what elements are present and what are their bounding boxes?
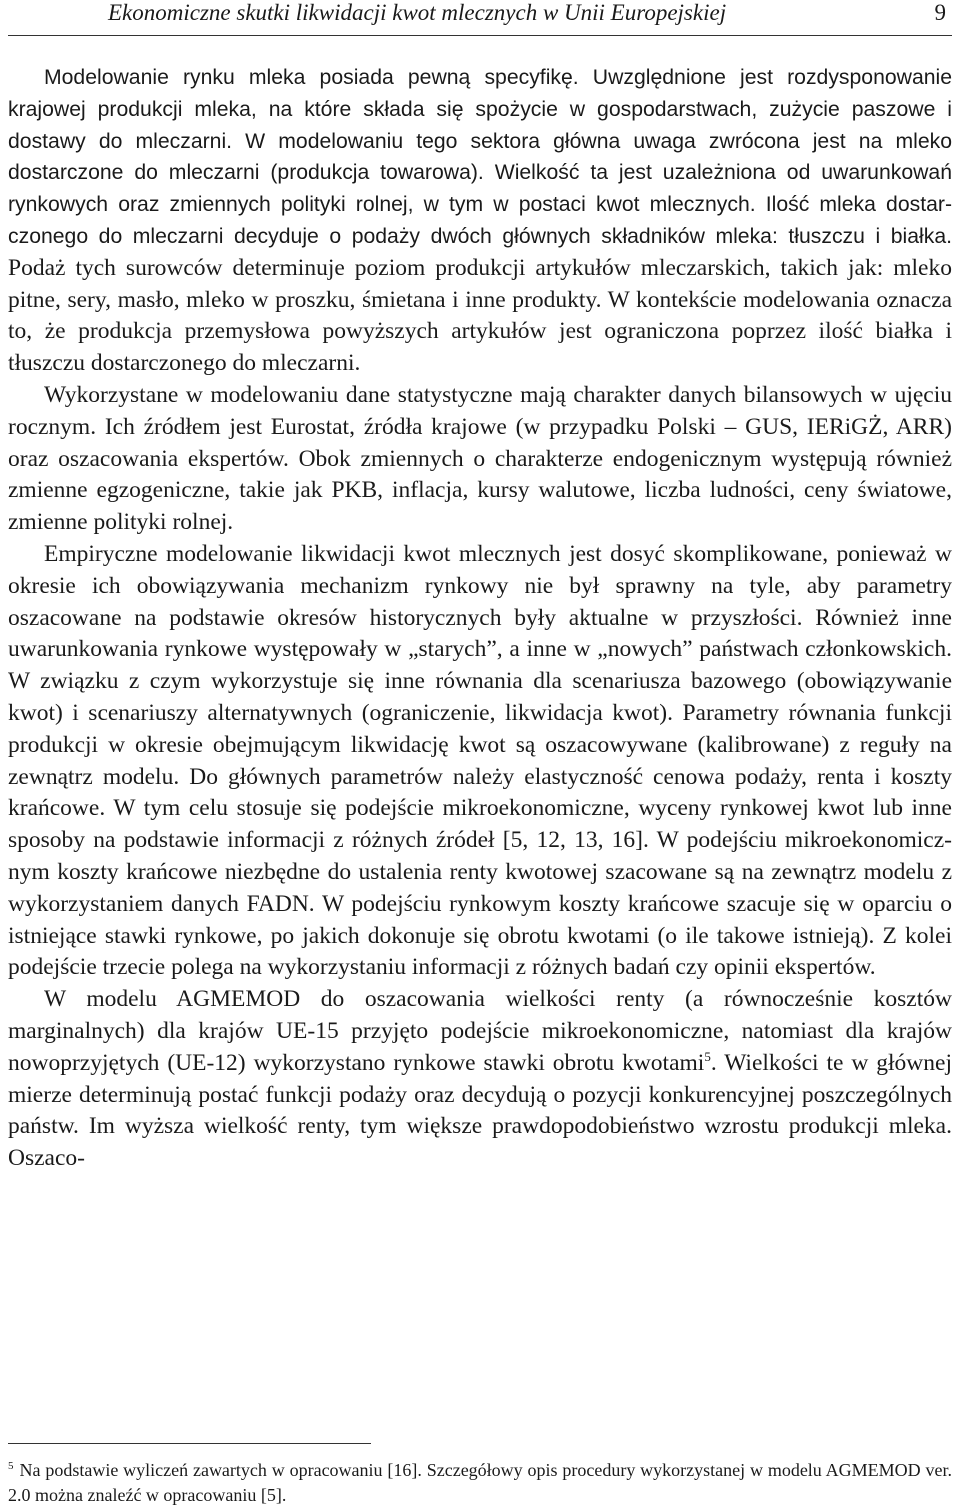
- footnote-reference: 5: [704, 1048, 711, 1064]
- header-title: Ekonomiczne skutki likwidacji kwot mlecznych w Unii Europejskiej: [108, 0, 727, 25]
- paragraph-1-serif-part: Podaż tych surowców determinuje poziom produkcji artykułów mleczarskich, takich jak: mleko pitne, sery, masło, mleko w proszku, śmietana i inne produkty. W kontekście modelowania oznacza to, że produkcja przemysłowa powyższych artykułów jest ograniczona poprzez ilość białka i tłuszczu dostarczonego do mleczarni.: [8, 254, 952, 377]
- paragraph-1-sans-part: Modelowanie rynku mleka posiada pewną specyfikę. Uwzględnione jest rozdysponowanie krajowej produkcji mleka, na które składa się spożycie w gospodarstwach, zużycie paszowe i dostawy do mleczarni. W modelowaniu tego sektora główna uwaga zwrócona jest na mleko dostarczone do mleczarni (produkcja towarowa). Wielkość ta jest uzależniona od uwarunkowań rynkowych oraz zmiennych polityki rolnej, w tym w postaci kwot mlecznych. Ilość mleka dostarczonego do mleczarni decyduje o podaży dwóch głównych składników mleka: tłuszczu i białka.: [8, 66, 952, 248]
- footnote-marker: 5: [8, 1460, 14, 1472]
- page-number: 9: [934, 0, 946, 25]
- paragraph-4-part-b: . Wielkości te w głównej mierze determinują postać funkcji podaży oraz decydują o pozycji konkurencyjnej poszczególnych państw. Im wyższa wielkość renty, tym większe prawdopodobieństwo wzrostu produkcji mleka. Oszaco-: [8, 1049, 952, 1172]
- paragraph-4-part-a: W modelu AGMEMOD do oszacowania wielkości renty (a równocześnie kosztów marginalnych) dla krajów UE-15 przyjęto podejście mikroekonomiczne, natomiast dla krajów nowoprzyjętych (UE-12) wykorzystano rynkowe stawki obrotu kwotami: [8, 986, 952, 1076]
- running-header: [8, 0, 952, 36]
- footnote-text: Na podstawie wyliczeń zawartych w opracowaniu [16]. Szczegółowy opis procedury wykorzystanej w modelu AGMEMOD ver. 2.0 można znaleźć w opracowaniu [5].: [8, 1460, 952, 1505]
- body-text: [8, 62, 952, 1175]
- paragraph-4: [8, 984, 952, 1175]
- footnote-divider: [8, 1443, 371, 1444]
- paragraph-1: [8, 62, 952, 380]
- paragraph-2: Wykorzystane w modelowaniu dane statystyczne mają charakter danych bilansowych w ujęciu rocznym. Ich źródłem jest Eurostat, źródła krajowe (w przypadku Polski – GUS, IERiGŻ, ARR) oraz oszacowania ekspertów. Obok zmiennych o charakterze endogenicznym występują również zmienne egzogeniczne, takie jak PKB, inflacja, kursy walutowe, liczba ludności, ceny światowe, zmienne polityki rolnej.: [8, 381, 952, 536]
- footnote: [8, 1458, 952, 1507]
- paragraph-3: Empiryczne modelowanie likwidacji kwot mlecznych jest dosyć skomplikowane, ponieważ w okresie ich obowiązywania mechanizm rynkowy nie był sprawny na tyle, aby parametry oszacowane na podstawie okresów historycznych były aktualne w przyszłości. Również inne uwarunkowania rynkowe występowały w „starych”, a inne w „nowych” państwach członkowskich. W związku z czym wykorzystuje się inne równania dla scenariusza bazowego (obowiązywanie kwot) i scenariuszy alternatywnych (ograniczenie, likwidacja kwot). Parametry równania funkcji produkcji w okresie obejmującym likwidację kwot są oszacowywane (kalibrowane) z reguły na zewnątrz modelu. Do głównych parametrów należy elastyczność cenowa podaży, renta i koszty krańcowe. W tym celu stosuje się podejście mikroekonomiczne, wyceny rynkowej kwot lub inne sposoby na podstawie informacji z różnych źródeł [5, 12, 13, 16]. W podejściu mikroekonomicznym koszty krańcowe niezbędne do ustalenia renty kwotowej szacowane są na zewnątrz modelu z wykorzystaniem danych FADN. W podejściu rynkowym koszty krańcowe szacuje się w oparciu o istniejące stawki rynkowe, po jakich dokonuje się obrotu kwotami (o ile takowe istnieją). Z kolei podejście trzecie polega na wykorzystaniu informacji z różnych badań czy opinii ekspertów.: [8, 540, 952, 981]
